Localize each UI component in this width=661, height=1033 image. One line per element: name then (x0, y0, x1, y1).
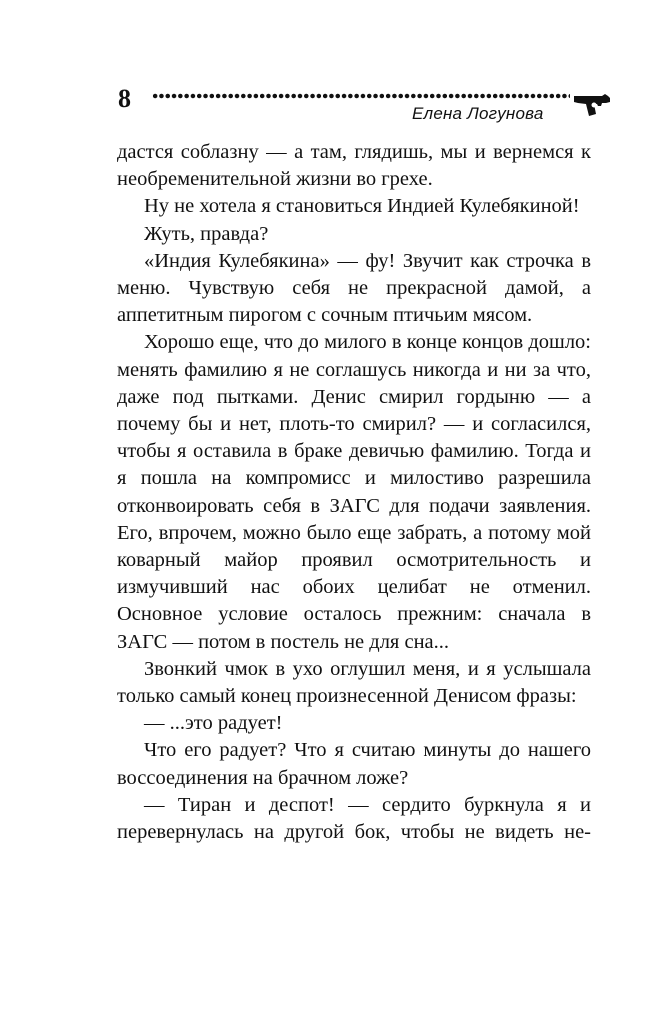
paragraph: Что его радует? Что я считаю минуты до нашего воссоединения на брачном ложе? (117, 739, 591, 789)
running-header-author: Елена Логунова (412, 104, 544, 123)
running-header (0, 0, 661, 130)
paragraph: — Тиран и деспот! — сердито буркнула я и перевернулась на другой бок, чтобы не видеть не- (117, 793, 591, 844)
dotted-leader (152, 93, 570, 99)
page-number: 8 (118, 84, 131, 113)
paragraph: «Индия Кулебякина» — фу! Звучит как строчка в меню. Чувствую себя не прекрасной дамой, а аппетитным пирогом с сочным птичьим мясом. (117, 249, 591, 327)
paragraph: Хорошо еще, что до милого в конце концов дошло: менять фамилию я не соглашусь никогда и ни за что, даже под пытками. Денис смирил гордыню — а почему бы и нет, плоть-то смирил? — и согласился, чтобы я оставила в браке девичью фамилию. Тогда и я пошла на компромисс и милостиво разрешила отконвоировать себя в ЗАГС для подачи заявления. Его, впрочем, можно было еще забрать, а потому мой коварный майор проявил осмотрительность и измучивший нас обоих целибат не отменил. Основное условие осталось прежним: сначала в ЗАГС — потом в постель не для сна... (117, 331, 591, 653)
paragraph: Ну не хотела я становиться Индией Кулебякиной! (144, 195, 580, 218)
paragraph: Звонкий чмок в ухо оглушил меня, и я услышала только самый конец произнесенной Денисом фразы: (117, 657, 591, 708)
body-text (117, 139, 591, 846)
revolver-icon (572, 92, 612, 118)
paragraph: Жуть, правда? (144, 222, 269, 245)
paragraph: дастся соблазну — а там, глядишь, мы и вернемся к необременительной жизни во грехе. (117, 141, 591, 191)
paragraph: — ...это радует! (144, 712, 283, 735)
